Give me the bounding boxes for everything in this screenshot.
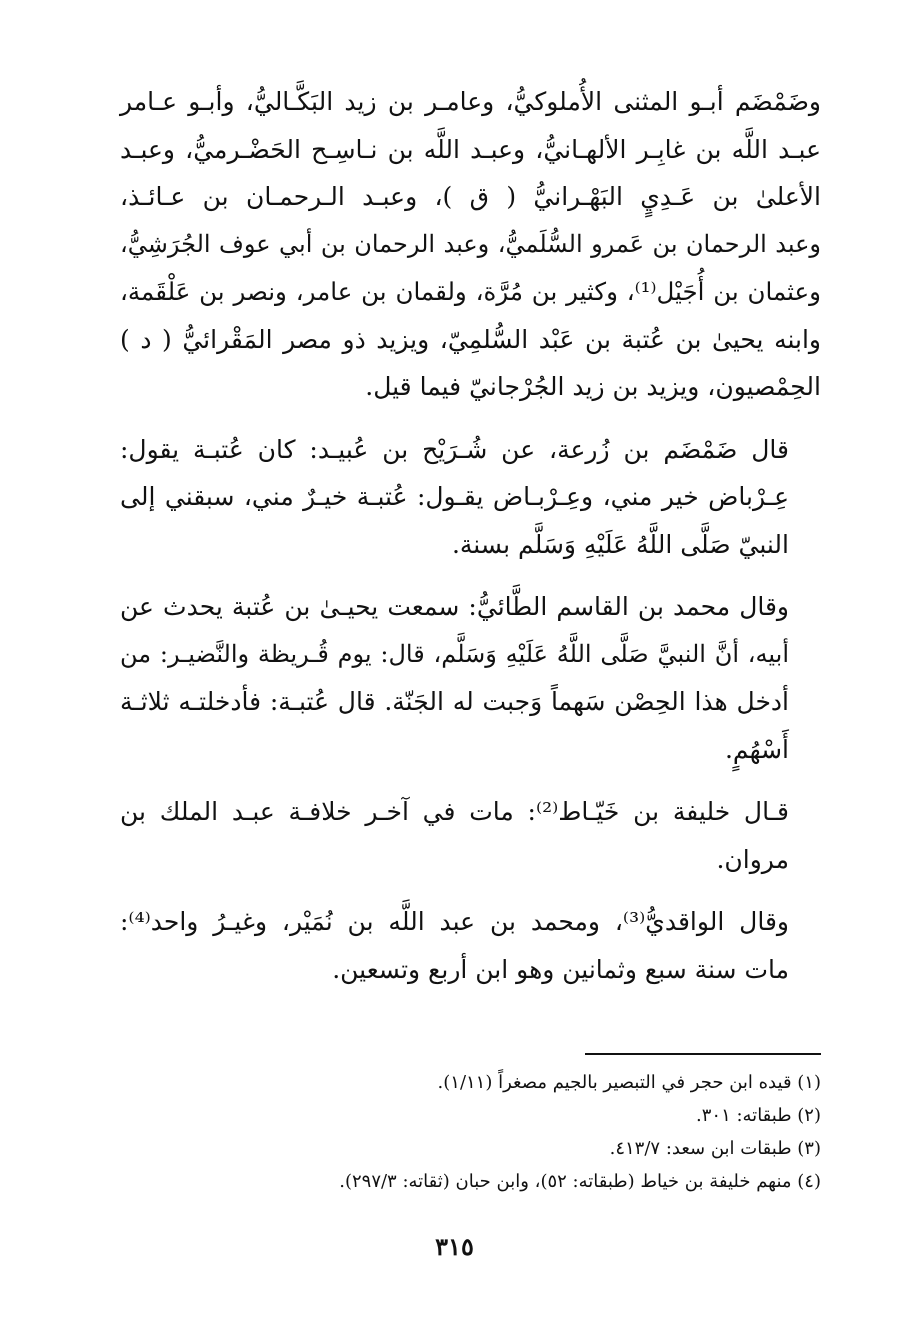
- paragraph-waqidi: [120, 898, 821, 993]
- footnote: (١) قيده ابن حجر في التبصير بالجيم مصغراً (١/١١).: [437, 1072, 821, 1093]
- text-line: وعثمان بن أُجَيْل⁽¹⁾، وكثير بن مُرَّة، ولقمان بن عامر، ونصر بن عَلْقَمة،: [120, 277, 821, 306]
- paragraph-muhammad-ibn-qasim: [120, 583, 821, 773]
- text-line: وقال محمد بن القاسم الطَّائيُّ: سمعت يحيـىٰ بن عُتبة يحدث عن: [120, 592, 789, 621]
- text-line: أَسْهُمٍ.: [724, 734, 789, 764]
- text-line: وابنه يحيىٰ بن عُتبة بن عَبْد السُّلمِيّ، ويزيد ذو مصر المَقْرائيُّ ( د ): [120, 324, 821, 354]
- text-line: الأعلىٰ بن عَـدِيٍ البَهْـرانيُّ ( ق )، وعبـد الـرحمـان بن عـائـذ،: [120, 182, 821, 211]
- main-text: [120, 78, 821, 1008]
- page-number: ٣١٥: [435, 1232, 474, 1261]
- text-line: وعبد الرحمان بن عَمرو السُّلَميُّ، وعبد الرحمان بن أبي عوف الجُرَشِيُّ،: [120, 229, 821, 258]
- footnote-separator: [585, 1053, 821, 1055]
- paragraph-narrators: [120, 78, 821, 411]
- text-line: مات سنة سبع وثمانين وهو ابن أربع وتسعين.: [332, 954, 789, 984]
- text-line: عِـرْباض خير مني، وعِـرْبـاض يقـول: عُتبـة خيـرٌ مني، سبقني إلى: [120, 482, 789, 511]
- text-line: عبـد اللَّه بن غابِـر الألهـانيُّ، وعبـد اللَّه بن نـاسِـح الحَضْـرميُّ، وعبـد: [120, 134, 821, 164]
- text-line: النبيّ صَلَّى اللَّهُ عَلَيْهِ وَسَلَّم بسنة.: [451, 529, 789, 559]
- text-line: قـال خليفة بن خَيّـاط⁽²⁾: مات في آخـر خلافـة عبـد الملك بن: [120, 797, 789, 826]
- text-line: أبيه، أنَّ النبيَّ صَلَّى اللَّهُ عَلَيْهِ وَسَلَّم، قال: يوم قُـريظة والنَّضيـر: من: [120, 639, 789, 668]
- footnote: (٣) طبقات ابن سعد: ٤١٣/٧.: [609, 1138, 821, 1159]
- text-line: الحِمْصيون، ويزيد بن زيد الجُرْجانيّ فيما قيل.: [365, 372, 821, 401]
- footnote: (٤) منهم خليفة بن خياط (طبقاته: ٥٢)، وابن حبان (ثقاته: ٢٩٧/٣).: [339, 1171, 821, 1192]
- text-line: وقال الواقديُّ⁽³⁾، ومحمد بن عبد اللَّه بن نُمَيْر، وغيـرُ واحد⁽⁴⁾:: [120, 907, 789, 936]
- footnotes: [200, 1066, 821, 1198]
- text-line: أدخل هذا الحِصْن سَهماً وَجبت له الجَنّة. قال عُتبـة: فأدخلتـه ثلاثـة: [120, 687, 789, 716]
- text-line: مروان.: [716, 844, 789, 874]
- paragraph-khalifa: [120, 788, 821, 883]
- text-line: وضَمْضَم أبـو المثنى الأُملوكيُّ، وعامـر بن زيد البَكَّـاليُّ، وأبـو عـامر: [120, 87, 821, 116]
- footnote: (٢) طبقاته: ٣٠١.: [696, 1105, 821, 1126]
- paragraph-damdam: [120, 426, 821, 569]
- text-line: قال ضَمْضَم بن زُرعة، عن شُـرَيْح بن عُبيـد: كان عُتبـة يقول:: [120, 434, 789, 464]
